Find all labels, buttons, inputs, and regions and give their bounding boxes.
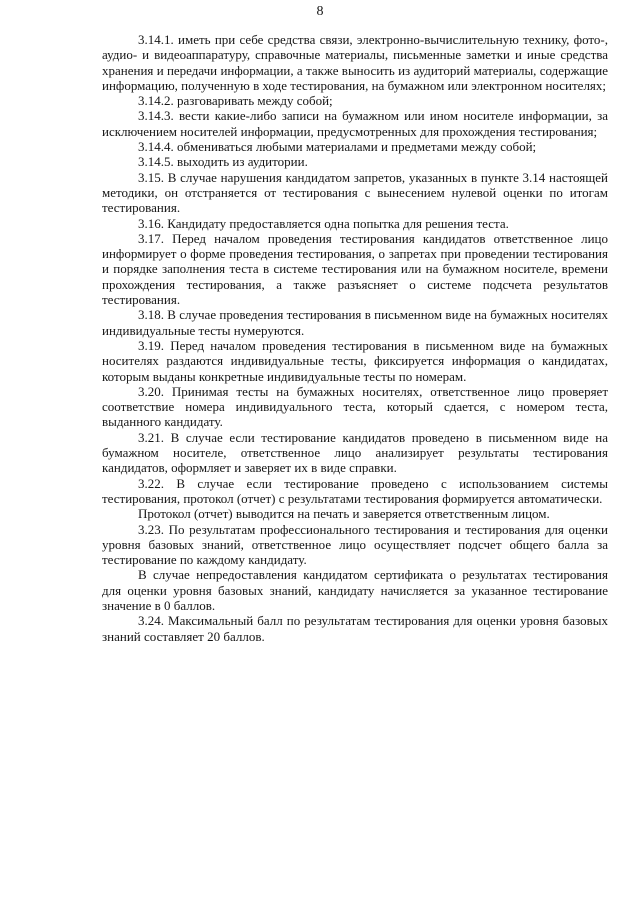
paragraph-protocol: Протокол (отчет) выводится на печать и заверяется ответственным лицом. [138,506,550,522]
paragraph-3-16: 3.16. Кандидату предоставляется одна попытка для решения теста. [138,215,509,231]
paragraph-3-24: 3.24. Максимальный балл по результатам тестирования для оценки уровня базовых знаний составляет 20 баллов. [102,613,608,644]
paragraph-3-15: 3.15. В случае нарушения кандидатом запретов, указанных в пункте 3.14 настоящей методики, он отстраняется от тестирования с вынесением нулевой оценки по итогам тестирования. [102,169,608,216]
paragraph-3-17: 3.17. Перед началом проведения тестирования кандидатов ответственное лицо информирует о форме проведения тестирования, о запретах при проведении тестирования и порядке заполнения теста в системе тестирования или на бумажном носителе, времени прохождения тестирования, а также разъясняет о системе подсчета результатов тестирования. [102,230,608,308]
page-number: 8 [316,4,324,19]
document-body [102,32,608,644]
paragraph-3-21: 3.21. В случае если тестирование кандидатов проведено в письменном виде на бумажном носителе, ответственное лицо анализирует результаты тестирования кандидатов, оформляет и заверяет их в виде справки. [102,429,608,476]
paragraph-3-20: 3.20. Принимая тесты на бумажных носителях, ответственное лицо проверяет соответствие номера индивидуального теста, который сдается, с номером теста, выданного кандидату. [102,383,608,430]
paragraph-3-22: 3.22. В случае если тестирование проведено с использованием системы тестирования, протокол (отчет) с результатами тестирования формируется автоматически. [102,475,608,506]
paragraph-3-14-5: 3.14.5. выходить из аудитории. [138,154,308,170]
paragraph-3-23: 3.23. По результатам профессионального тестирования и тестирования для оценки уровня базовых знаний, ответственное лицо осуществляет подсчет общего балла за тестирование по каждому кандидату. [102,521,608,568]
paragraph-3-18: 3.18. В случае проведения тестирования в письменном виде на бумажных носителях индивидуальные тесты нумеруются. [102,307,608,338]
paragraph-3-14-2: 3.14.2. разговаривать между собой; [138,93,333,109]
paragraph-3-14-4: 3.14.4. обмениваться любыми материалами и предметами между собой; [138,139,537,155]
paragraph-3-19: 3.19. Перед началом проведения тестирования в письменном виде на бумажных носителях раздаются индивидуальные тесты, фиксируется информация о кандидатах, которым выданы конкретные индивидуальные тесты по номерам. [102,337,608,384]
paragraph-3-14-3: 3.14.3. вести какие-либо записи на бумажном или ином носителе информации, за исключением носителей информации, предусмотренных для прохождения тестирования; [102,108,608,139]
paragraph-3-14-1: 3.14.1. иметь при себе средства связи, электронно-вычислительную технику, фото-, аудио- и видеоаппаратуру, справочные материалы, письменные заметки и иные средства хранения и передачи информации, а также выносить из аудиторий материалы, содержащие информацию, полученную в ходе тестирования, на бумажном или электронном носителях; [102,32,608,93]
paragraph-no-certificate: В случае непредоставления кандидатом сертификата о результатах тестирования для оценки уровня базовых знаний, кандидату начисляется за указанное тестирование значение в 0 баллов. [102,567,608,613]
